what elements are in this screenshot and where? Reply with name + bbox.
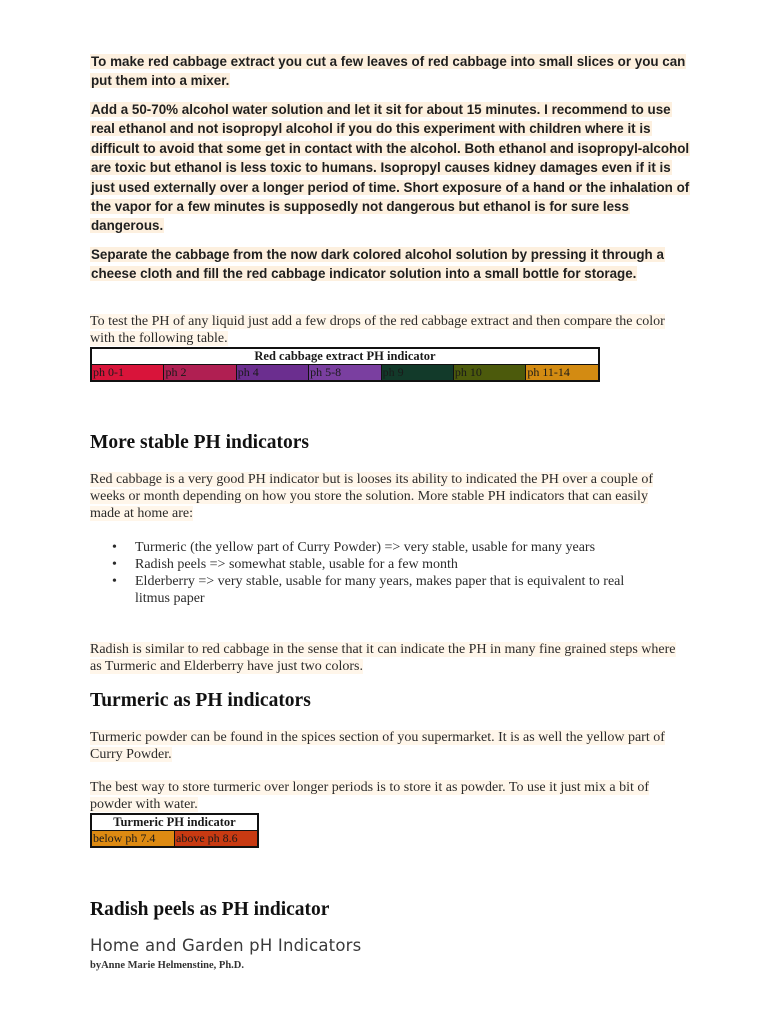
section-heading-turmeric: Turmeric as PH indicators xyxy=(90,690,311,711)
list-item: • Radish peels => somewhat stable, usable for a few month xyxy=(112,557,458,572)
list-item: • Turmeric (the yellow part of Curry Powder) => very stable, usable for many years xyxy=(112,540,596,555)
red-cabbage-table-title: Red cabbage extract PH indicator xyxy=(91,348,599,365)
red-cabbage-color-row xyxy=(91,365,599,382)
ph-color-cell: below ph 7.4 xyxy=(91,831,175,848)
turmeric-paragraph-2: The best way to store turmeric over longer periods is to store it as powder. To use it just mix a bit of powder with water. xyxy=(90,780,650,812)
section-heading-radish: Radish peels as PH indicator xyxy=(90,899,330,920)
list-item: • Elderberry => very stable, usable for many years, makes paper that is equivalent to real litmus paper xyxy=(112,574,625,606)
ph-color-cell: ph 5-8 xyxy=(309,365,381,382)
section-heading-stable: More stable PH indicators xyxy=(90,432,309,453)
red-cabbage-ph-table xyxy=(90,347,600,382)
stable-paragraph-1: Red cabbage is a very good PH indicator but is looses its ability to indicated the PH over a couple of weeks or month depending on how you store the solution. More stable PH indicators that can easily made at home are: xyxy=(90,472,653,521)
intro-paragraph-3: Separate the cabbage from the now dark colored alcohol solution by pressing it through a cheese cloth and fill the red cabbage indicator solution into a small bottle for storage. xyxy=(91,247,664,282)
ph-color-cell: ph 9 xyxy=(381,365,453,382)
ph-color-cell: above ph 8.6 xyxy=(175,831,258,848)
intro-paragraph-1: To make red cabbage extract you cut a few leaves of red cabbage into small slices or you can put them into a mixer. xyxy=(91,54,686,89)
turmeric-table-title: Turmeric PH indicator xyxy=(91,814,258,831)
ph-color-cell: ph 11-14 xyxy=(526,365,599,382)
intro-paragraph-2: Add a 50-70% alcohol water solution and let it sit for about 15 minutes. I recommend to use real ethanol and not isopropyl alcohol if you do this experiment with children where it is difficult to avoid that some get in contact with the alcohol. Both ethanol and isopropyl-alcohol are toxic but ethanol is less toxic to humans. Isopropyl causes kidney damages even if it is just used externally over a longer period of time. Short exposure of a hand or the inhalation of the vapor for a few minutes is supposedly not dangerous but ethanol is for sure less dangerous. xyxy=(91,102,690,234)
ph-color-cell: ph 4 xyxy=(236,365,308,382)
bullet-icon: • xyxy=(112,540,117,555)
turmeric-color-row xyxy=(91,831,258,848)
stable-paragraph-2: Radish is similar to red cabbage in the sense that it can indicate the PH in many fine grained steps where as Turmeric and Elderberry have just two colors. xyxy=(90,642,676,674)
turmeric-paragraph-1: Turmeric powder can be found in the spices section of you supermarket. It is as well the yellow part of Curry Powder. xyxy=(90,730,665,762)
bullet-icon: • xyxy=(112,574,117,589)
article-byline: byAnne Marie Helmenstine, Ph.D. xyxy=(90,960,244,971)
ph-color-cell: ph 0-1 xyxy=(91,365,164,382)
ph-color-cell: ph 2 xyxy=(164,365,236,382)
bullet-icon: • xyxy=(112,557,117,572)
intro-paragraph-4: To test the PH of any liquid just add a few drops of the red cabbage extract and then compare the color with the following table. xyxy=(90,314,665,346)
ph-color-cell: ph 10 xyxy=(453,365,525,382)
indicator-list xyxy=(112,539,672,607)
turmeric-ph-table xyxy=(90,813,259,848)
article-title: Home and Garden pH Indicators xyxy=(90,936,362,955)
